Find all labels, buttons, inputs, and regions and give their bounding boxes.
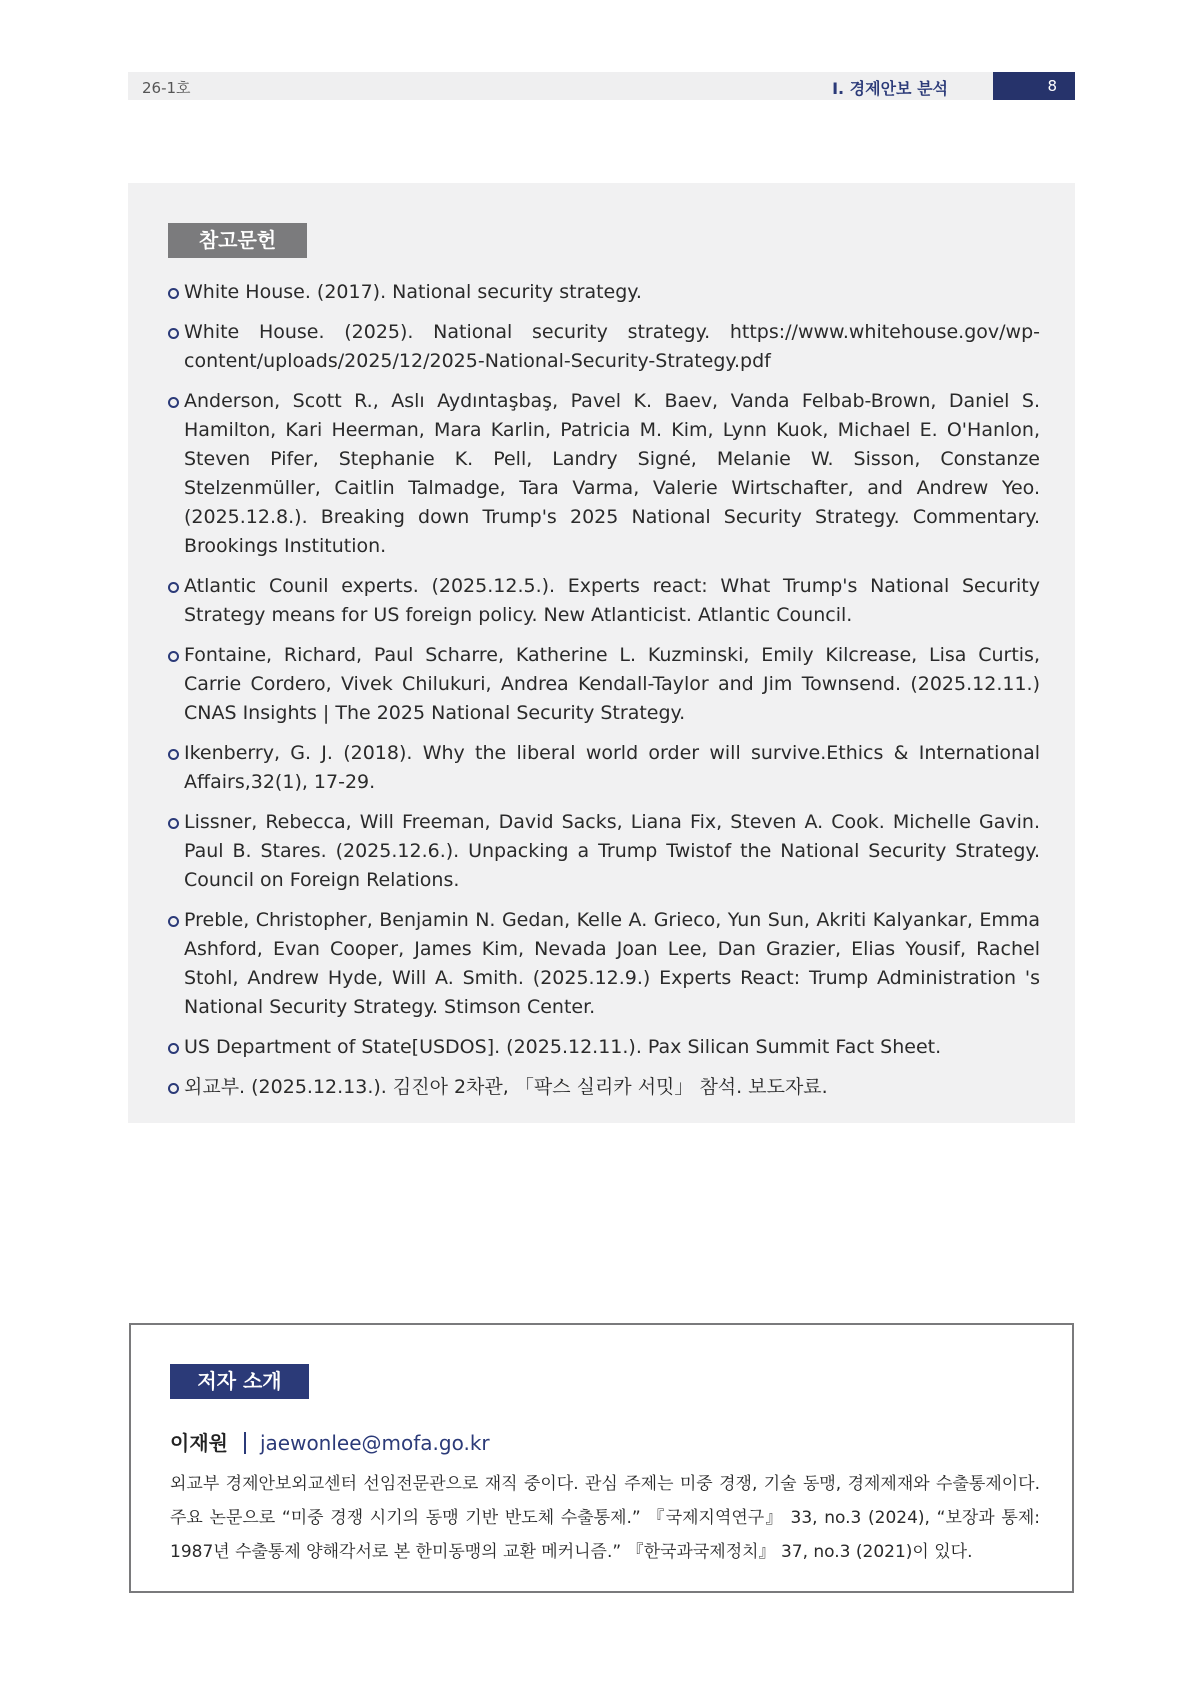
circle-bullet-icon — [168, 916, 179, 927]
circle-bullet-icon — [168, 818, 179, 829]
author-box — [129, 1323, 1074, 1593]
reference-item: Ikenberry, G. J. (2018). Why the liberal world order will survive.Ethics & International Affairs,32(1), 17-29. — [168, 739, 1040, 797]
reference-item: Atlantic Counil experts. (2025.12.5.). Experts react: What Trump's National Security Strategy means for US foreign policy. New Atlanticist. Atlantic Council. — [168, 572, 1040, 630]
page-number: 8 — [993, 72, 1075, 100]
reference-item: Preble, Christopher, Benjamin N. Gedan, Kelle A. Grieco, Yun Sun, Akriti Kalyankar, Emma Ashford, Evan Cooper, James Kim, Nevada Joan Lee, Dan Grazier, Elias Yousif, Rachel Stohl, Andrew Hyde, Will A. Smith. (2025.12.9.) Experts React: Trump Administration 's National Security Strategy. Stimson Center. — [168, 906, 1040, 1022]
author-line — [170, 1429, 490, 1458]
page-header — [128, 72, 1075, 100]
references-box — [128, 183, 1075, 1123]
circle-bullet-icon — [168, 1083, 179, 1094]
references-heading: 참고문헌 — [168, 223, 307, 258]
author-bio: 외교부 경제안보외교센터 선임전문관으로 재직 중이다. 관심 주제는 미중 경쟁, 기술 동맹, 경제제재와 수출통제이다. 주요 논문으로 “미중 경쟁 시기의 동맹 기반 반도체 수출통제.” 『국제지역연구』 33, no.3 (2024), “보장과 통제: 1987년 수출통제 양해각서로 본 한미동맹의 교환 메커니즘.” 『한국과국제정치』 37, no.3 (2021)이 있다. — [170, 1474, 1040, 1562]
issue-number: 26-1호 — [142, 79, 191, 97]
references-list — [168, 278, 1040, 1113]
reference-item: Anderson, Scott R., Aslı Aydıntaşbaş, Pavel K. Baev, Vanda Felbab-Brown, Daniel S. Hamilton, Kari Heerman, Mara Karlin, Patricia M. Kim, Lynn Kuok, Michael E. O'Hanlon, Steven Pifer, Stephanie K. Pell, Landry Signé, Melanie W. Sisson, Constanze Stelzenmüller, Caitlin Talmadge, Tara Varma, Valerie Wirtschafter, and Andrew Yeo. (2025.12.8.). Breaking down Trump's 2025 National Security Strategy. Commentary. Brookings Institution. — [168, 387, 1040, 561]
section-title: Ⅰ. 경제안보 분석 — [832, 79, 948, 98]
reference-item: US Department of State[USDOS]. (2025.12.11.). Pax Silican Summit Fact Sheet. — [168, 1033, 1040, 1062]
circle-bullet-icon — [168, 651, 179, 662]
circle-bullet-icon — [168, 328, 179, 339]
circle-bullet-icon — [168, 288, 179, 299]
circle-bullet-icon — [168, 1043, 179, 1054]
reference-item: Lissner, Rebecca, Will Freeman, David Sacks, Liana Fix, Steven A. Cook. Michelle Gavin. Paul B. Stares. (2025.12.6.). Unpacking a Trump Twistof the National Security Strategy. Council on Foreign Relations. — [168, 808, 1040, 895]
author-name: 이재원 — [170, 1431, 228, 1455]
author-heading: 저자 소개 — [170, 1364, 309, 1399]
divider — [244, 1432, 246, 1454]
reference-item: 외교부. (2025.12.13.). 김진아 2차관, 「팍스 실리카 서밋」 참석. 보도자료. — [168, 1073, 1040, 1102]
reference-item: White House. (2025). National security strategy. https://www.whitehouse.gov/wp-content/uploads/2025/12/2025-National-Security-Strategy.pdf — [168, 318, 1040, 376]
reference-item: Fontaine, Richard, Paul Scharre, Katherine L. Kuzminski, Emily Kilcrease, Lisa Curtis, Carrie Cordero, Vivek Chilukuri, Andrea Kendall-Taylor and Jim Townsend. (2025.12.11.) CNAS Insights | The 2025 National Security Strategy. — [168, 641, 1040, 728]
author-email-link[interactable]: jaewonlee@mofa.go.kr — [259, 1431, 490, 1455]
circle-bullet-icon — [168, 749, 179, 760]
circle-bullet-icon — [168, 582, 179, 593]
circle-bullet-icon — [168, 397, 179, 408]
reference-item: White House. (2017). National security strategy. — [168, 278, 1040, 307]
